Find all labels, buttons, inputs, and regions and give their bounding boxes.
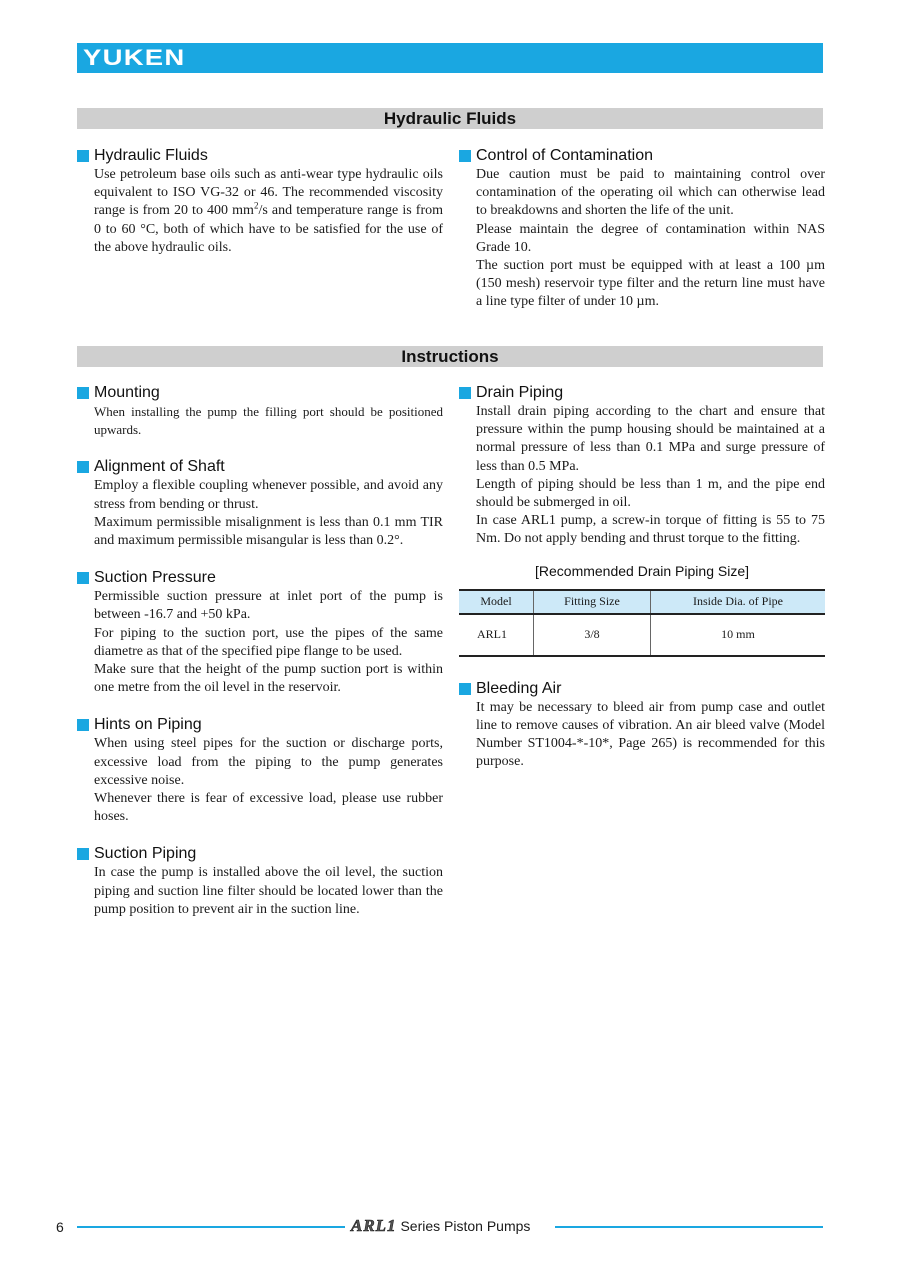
- footer-title: [351, 1216, 530, 1236]
- paragraph: When installing the pump the filling port should be positioned upwards.: [94, 404, 443, 438]
- square-bullet-icon: [77, 848, 89, 860]
- paragraph: Maximum permissible misalignment is less than 0.1 mm TIR and maximum permissible misangular is less than 0.2°.: [94, 514, 443, 549]
- fluids-right-column: [459, 146, 825, 330]
- square-bullet-icon: [77, 387, 89, 399]
- footer-series-text: Series Piston Pumps: [396, 1218, 531, 1234]
- square-bullet-icon: [459, 683, 471, 695]
- square-bullet-icon: [77, 572, 89, 584]
- yuken-logo: YUKEN: [83, 45, 186, 70]
- table-cell: 3/8: [534, 614, 651, 656]
- item-title: Mounting: [94, 384, 160, 401]
- item-title: Alignment of Shaft: [94, 458, 225, 476]
- footer-rule-right: [555, 1226, 823, 1228]
- item-mounting: [77, 383, 443, 439]
- paragraph: When using steel pipes for the suction or discharge ports, excessive load from the piping to the pump generates excessive noise.: [94, 736, 443, 788]
- paragraph: Employ a flexible coupling whenever possible, and avoid any stress from bending or thrust.: [94, 478, 443, 512]
- item-title: Hints on Piping: [94, 716, 202, 734]
- item-title: Bleeding Air: [476, 679, 562, 697]
- column-header: Model: [459, 590, 534, 614]
- item-title: Drain Piping: [476, 384, 564, 401]
- paragraph: Please maintain the degree of contamination within NAS Grade 10.: [476, 221, 825, 255]
- footer-rule-left: [77, 1226, 345, 1228]
- item-hydraulic-fluids: [77, 146, 443, 257]
- table-caption: [Recommended Drain Piping Size]: [535, 562, 749, 579]
- header-bar: [77, 43, 823, 73]
- item-bleeding-air: [459, 679, 825, 772]
- page-number: 6: [56, 1219, 64, 1235]
- table-cell: ARL1: [477, 627, 507, 642]
- section-title-instructions: Instructions: [77, 346, 823, 367]
- drain-piping-table: [459, 589, 825, 657]
- item-suction-pressure: [77, 568, 443, 697]
- item-control-of-contamination: [459, 146, 825, 312]
- square-bullet-icon: [459, 387, 471, 399]
- table-row: [459, 614, 825, 656]
- section-title-hydraulic-fluids: Hydraulic Fluids: [77, 108, 823, 129]
- paragraph: Permissible suction pressure at inlet port of the pump is between -16.7 and +50 kPa.: [94, 589, 443, 623]
- paragraph: It may be necessary to bleed air from pump case and outlet line to remove causes of vibration. An air bleed valve (Model Number ST1004-*-10*, Page 265) is recommended for this purpose.: [476, 699, 825, 770]
- item-drain-piping: [459, 383, 825, 549]
- table-cell: 10 mm: [651, 614, 826, 656]
- table-header-row: [459, 590, 825, 614]
- item-title: Suction Pressure: [94, 569, 216, 587]
- square-bullet-icon: [77, 461, 89, 473]
- arl1-brand-logo: ARL1: [351, 1216, 397, 1235]
- column-header: Inside Dia. of Pipe: [651, 590, 826, 614]
- paragraph: Length of piping should be less than 1 m, and the pipe end should be submerged in oil.: [476, 476, 825, 511]
- item-alignment-of-shaft: [77, 457, 443, 550]
- paragraph: Use petroleum base oils such as anti-wear type hydraulic oils equivalent to ISO VG-32 or 46. The recommended viscosity range is from 20 to 400 $mm^2/s$ and temperature range is from 0 to 60 °C, both of which have to be satisfied for the use of the above hydraulic oils.: [94, 167, 443, 255]
- fluids-left-column: [77, 146, 443, 275]
- paragraph: Due caution must be paid to maintaining control over contamination of the operating oil which can otherwise lead to breakdowns and shorten the life of the unit.: [476, 167, 825, 219]
- paragraph: In case ARL1 pump, a screw-in torque of fitting is 55 to 75 Nm. Do not apply bending and thrust torque to the fitting.: [476, 513, 825, 547]
- paragraph: In case the pump is installed above the oil level, the suction piping and suction line filter should be located lower than the pump position to prevent air in the suction line.: [94, 865, 443, 917]
- page-footer: [0, 1216, 900, 1240]
- column-header: Fitting Size: [534, 590, 651, 614]
- instructions-right-column: [459, 383, 825, 789]
- square-bullet-icon: [77, 719, 89, 731]
- item-title: Control of Contamination: [476, 147, 653, 164]
- item-title: Hydraulic Fluids: [94, 147, 208, 164]
- paragraph: For piping to the suction port, use the pipes of the same diametre as that of the specified pipe flange to be used.: [94, 625, 443, 659]
- paragraph: The suction port must be equipped with at least a 100 µm (150 mesh) reservoir type filter and the return line must have a line type filter of under 10 µm.: [476, 258, 825, 310]
- instructions-left-column: [77, 383, 443, 937]
- item-hints-on-piping: [77, 715, 443, 826]
- square-bullet-icon: [459, 150, 471, 162]
- item-suction-piping: [77, 844, 443, 919]
- paragraph: Whenever there is fear of excessive load, please use rubber hoses.: [94, 791, 443, 825]
- item-title: Suction Piping: [94, 845, 197, 863]
- paragraph: Make sure that the height of the pump suction port is within one metre from the oil level in the reservoir.: [94, 662, 443, 696]
- square-bullet-icon: [77, 150, 89, 162]
- paragraph: Install drain piping according to the chart and ensure that pressure within the pump housing should be maintained at a normal pressure of less than 0.1 MPa and surge pressure of less than 0.5 MPa.: [476, 404, 825, 474]
